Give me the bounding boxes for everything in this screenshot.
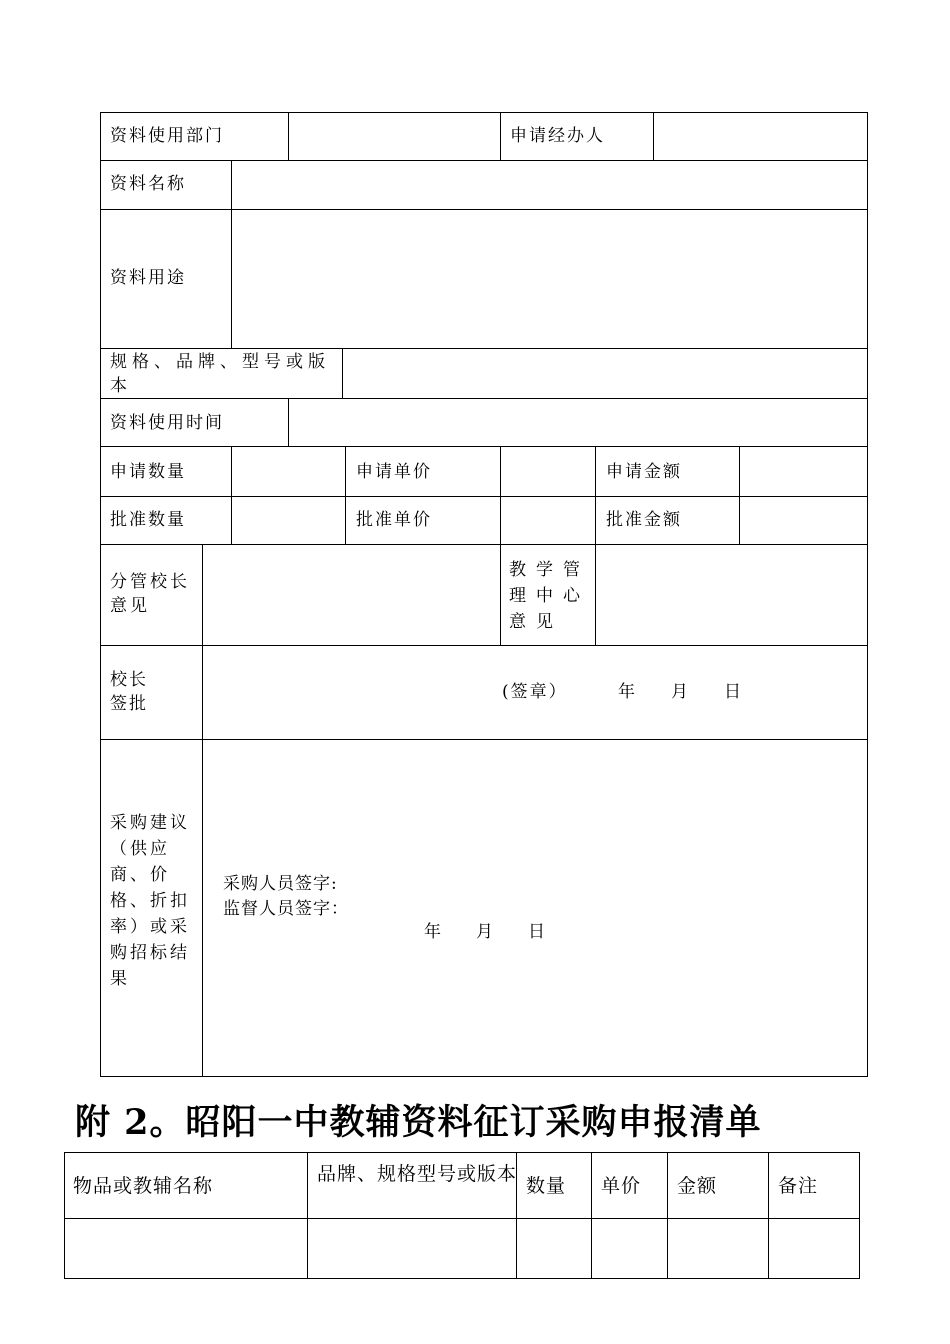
approve-price-label: 批准单价 [356,510,432,530]
purpose-value-cell[interactable] [231,209,868,349]
principal-label: 校长签批 [110,670,148,714]
approve-qty-label: 批准数量 [110,510,186,530]
apply-qty-label: 申请数量 [110,462,186,482]
apply-amount-label: 申请金额 [606,462,682,482]
vp-opinion-value-cell[interactable] [202,544,501,646]
apply-price-label: 申请单价 [356,462,432,482]
header-price: 单价 [601,1175,642,1197]
purchase-year: 年 [424,922,443,942]
principal-day: 日 [724,682,743,702]
vp-opinion-label: 分管校长意见 [110,572,190,616]
header-item-name: 物品或教辅名称 [73,1175,214,1197]
dept-value-cell[interactable] [288,112,501,161]
appendix-data-cell[interactable] [516,1218,592,1279]
appendix-data-cell[interactable] [667,1218,769,1279]
purchase-month: 月 [476,922,495,942]
approve-amount-label: 批准金额 [606,510,682,530]
name-value-cell[interactable] [231,160,868,210]
purchase-day: 日 [528,922,547,942]
buyer-sign: 采购人员签字: [223,874,338,894]
purchase-label: 采购建议（供应商、价格、折扣率）或采购招标结果 [110,813,190,989]
time-value-cell[interactable] [288,398,868,447]
handler-value-cell[interactable] [653,112,868,161]
spec-label: 规格、品牌、型号或版本 [110,352,330,396]
appendix-data-cell[interactable] [64,1218,308,1279]
approve-qty-value-cell[interactable] [231,496,346,545]
teaching-center-value-cell[interactable] [595,544,868,646]
supervisor-sign: 监督人员签字： [223,899,349,919]
header-qty: 数量 [526,1175,567,1197]
seal-text: (签章） [502,682,568,702]
appendix-data-cell[interactable] [307,1218,517,1279]
appendix-data-cell[interactable] [591,1218,668,1279]
dept-label: 资料使用部门 [110,126,224,146]
handler-label: 申请经办人 [510,126,605,146]
approve-amount-value-cell[interactable] [739,496,868,545]
header-amount: 金额 [677,1175,718,1197]
spec-value-cell[interactable] [342,348,868,399]
purpose-label: 资料用途 [110,268,186,288]
apply-qty-value-cell[interactable] [231,446,346,497]
apply-amount-value-cell[interactable] [739,446,868,497]
principal-month: 月 [671,682,690,702]
appendix-data-cell[interactable] [768,1218,860,1279]
approve-price-value-cell[interactable] [500,496,596,545]
principal-year: 年 [618,682,637,702]
time-label: 资料使用时间 [110,413,224,433]
header-spec: 品牌、规格型号或版本 [317,1163,518,1185]
name-label: 资料名称 [110,174,186,194]
teaching-center-label: 教学管理中心意见 [509,560,590,632]
appendix-title: 附 2。昭阳一中教辅资料征订采购申报清单 [75,1102,762,1143]
header-remark: 备注 [778,1175,819,1197]
apply-price-value-cell[interactable] [500,446,596,497]
